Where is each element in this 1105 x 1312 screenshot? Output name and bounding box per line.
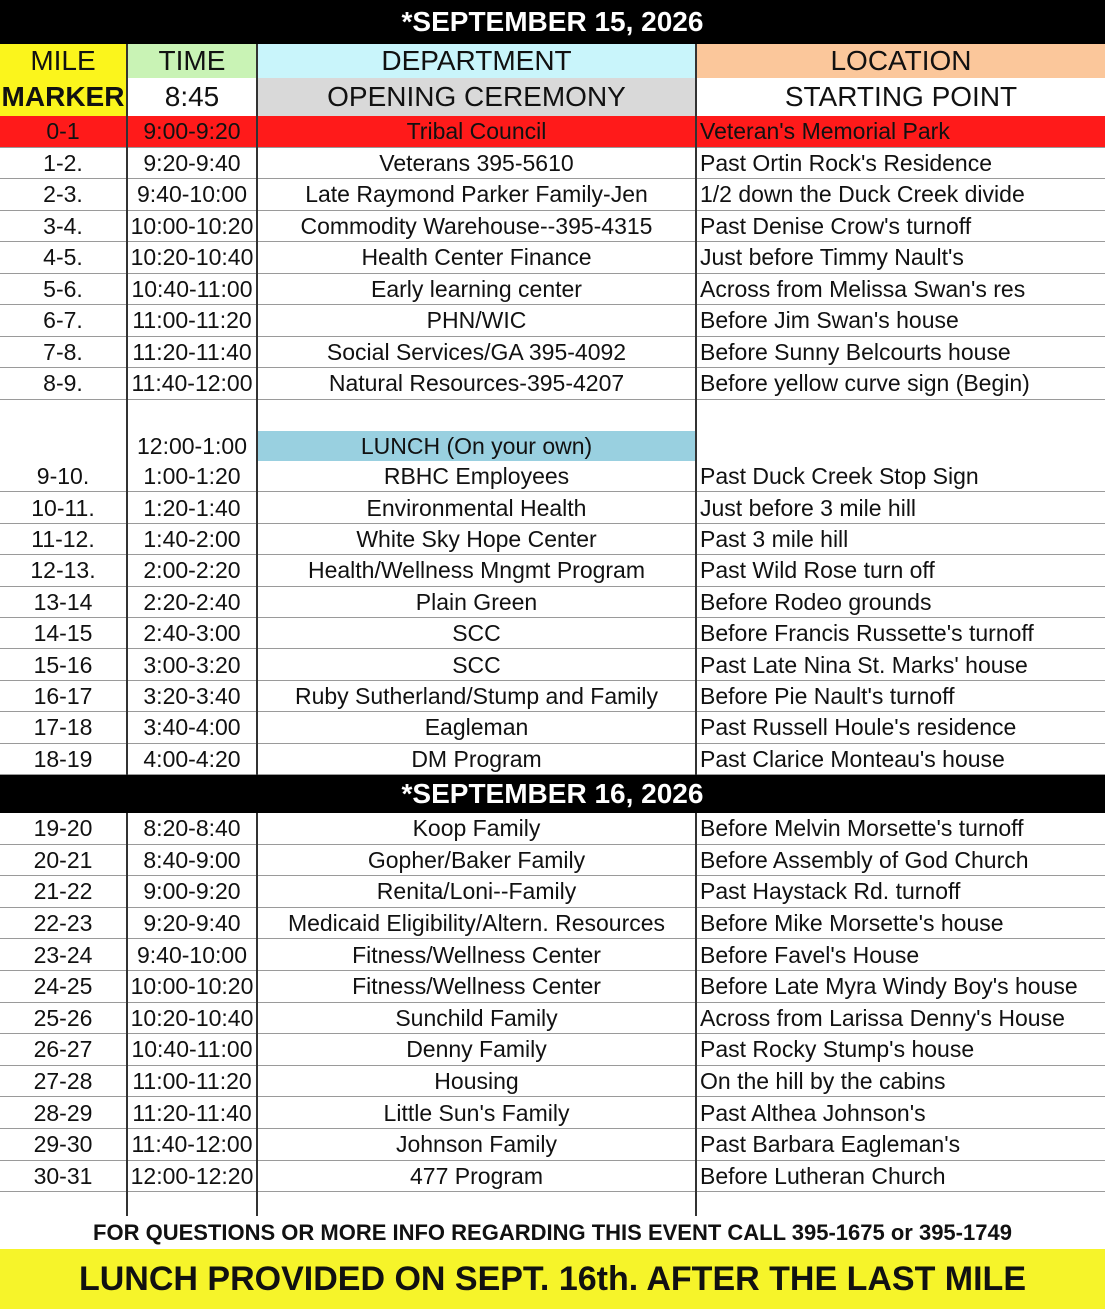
mile-cell: 16-17 (33, 682, 93, 709)
department-cell: DM Program (411, 745, 542, 772)
department-cell: Johnson Family (395, 1131, 558, 1158)
department-cell: Sunchild Family (395, 1004, 558, 1031)
department-cell: Ruby Sutherland/Stump and Family (294, 682, 659, 709)
location-cell: Before Assembly of God Church (700, 846, 1029, 873)
mile-cell: 9-10. (36, 463, 90, 490)
department-cell: Environmental Health (366, 494, 587, 521)
department-cell: Social Services/GA 395-4092 (326, 338, 627, 365)
table-row (0, 813, 1105, 845)
time-cell: 11:00-11:20 (132, 307, 252, 334)
time-cell: 10:40-11:00 (131, 275, 253, 302)
location-cell: On the hill by the cabins (700, 1068, 946, 1095)
location-cell: Across from Larissa Denny's House (700, 1004, 1065, 1031)
department-cell: Fitness/Wellness Center (352, 973, 601, 1000)
table-row (0, 337, 1105, 369)
mile-cell: 23-24 (33, 941, 93, 968)
location-cell: Past Denise Crow's turnoff (700, 212, 972, 239)
time-cell: 10:20-10:40 (130, 244, 254, 271)
table-row (0, 1034, 1105, 1066)
opening-row (0, 78, 1105, 116)
table-row (0, 845, 1105, 877)
mile-cell: 8-9. (43, 370, 83, 397)
time-cell: 9:20-9:40 (143, 910, 241, 937)
mile-cell: 29-30 (33, 1131, 93, 1158)
department-header: DEPARTMENT (258, 44, 695, 78)
row-divider (0, 399, 1105, 400)
time-cell: 10:00-10:20 (130, 973, 254, 1000)
mile-cell: 12-13. (30, 557, 96, 584)
day1-banner: *SEPTEMBER 15, 2026 (0, 0, 1105, 44)
location-cell: Past Ortin Rock's Residence (700, 149, 993, 176)
department-cell: Eagleman (424, 714, 529, 741)
mile-header: MILE (0, 44, 126, 78)
location-cell: Across from Melissa Swan's res (700, 275, 1026, 302)
lunch-label: LUNCH (On your own) (258, 431, 695, 461)
time-cell: 11:20-11:40 (132, 1099, 252, 1126)
department-cell: Housing (434, 1068, 519, 1095)
time-cell: 3:20-3:40 (143, 682, 241, 709)
table-row (0, 587, 1105, 618)
location-cell: Veteran's Memorial Park (700, 118, 950, 145)
table-row (0, 242, 1105, 274)
mile-cell: 26-27 (33, 1036, 93, 1063)
marker-label: MARKER (0, 78, 126, 116)
column-divider (256, 44, 258, 775)
table-row (0, 1097, 1105, 1129)
mile-cell: 17-18 (33, 714, 93, 741)
table-row (0, 305, 1105, 337)
location-cell: Past Clarice Monteau's house (700, 745, 1005, 772)
lunch-row (0, 431, 1105, 461)
day2-banner: *SEPTEMBER 16, 2026 (0, 775, 1105, 813)
table-row (0, 461, 1105, 492)
table-row (0, 211, 1105, 243)
time-cell: 11:20-11:40 (132, 338, 252, 365)
location-cell: Just before Timmy Nault's (700, 244, 964, 271)
department-cell: Veterans 395-5610 (379, 149, 574, 176)
location-cell: Past Rocky Stump's house (700, 1036, 975, 1063)
department-cell: Late Raymond Parker Family-Jen (305, 181, 648, 208)
department-cell: Denny Family (406, 1036, 547, 1063)
location-cell: Past Wild Rose turn off (700, 557, 935, 584)
table-row (0, 116, 1105, 148)
time-cell: 3:40-4:00 (143, 714, 241, 741)
location-cell: Before Rodeo grounds (700, 588, 932, 615)
table-row (0, 618, 1105, 649)
location-cell: 1/2 down the Duck Creek divide (700, 181, 1025, 208)
table-row (0, 1161, 1105, 1193)
department-cell: White Sky Hope Center (356, 525, 597, 552)
location-cell: Before yellow curve sign (Begin) (700, 370, 1030, 397)
time-header: TIME (128, 44, 256, 78)
mile-cell: 7-8. (43, 338, 83, 365)
table-row (0, 555, 1105, 586)
column-divider (695, 813, 697, 1216)
department-cell: Little Sun's Family (383, 1099, 570, 1126)
time-cell: 10:00-10:20 (130, 212, 254, 239)
time-cell: 2:00-2:20 (143, 557, 241, 584)
department-cell: Medicaid Eligibility/Altern. Resources (287, 910, 666, 937)
location-cell: Past Duck Creek Stop Sign (700, 463, 979, 490)
mile-cell: 11-12. (31, 525, 95, 552)
department-cell: Tribal Council (406, 118, 547, 145)
lunch-time: 12:00-1:00 (137, 432, 247, 459)
table-row (0, 744, 1105, 775)
table-row (0, 368, 1105, 400)
footer-info: FOR QUESTIONS OR MORE INFO REGARDING THIS EVENT CALL 395-1675 or 395-1749 (93, 1220, 1012, 1245)
time-cell: 1:20-1:40 (143, 494, 241, 521)
department-cell: SCC (452, 620, 501, 647)
department-cell: Renita/Loni--Family (376, 878, 577, 905)
time-cell: 8:40-9:00 (143, 846, 241, 873)
time-cell: 9:00-9:20 (143, 878, 241, 905)
location-cell: Past 3 mile hill (700, 525, 849, 552)
time-cell: 10:40-11:00 (131, 1036, 253, 1063)
time-cell: 11:40-12:00 (131, 370, 253, 397)
mile-cell: 6-7. (43, 307, 83, 334)
mile-cell: 15-16 (33, 651, 93, 678)
location-cell: Before Melvin Morsette's turnoff (700, 815, 1024, 842)
department-cell: Koop Family (412, 815, 541, 842)
department-cell: Fitness/Wellness Center (352, 941, 601, 968)
mile-cell: 27-28 (33, 1068, 93, 1095)
time-cell: 2:20-2:40 (143, 588, 241, 615)
time-cell: 11:40-12:00 (131, 1131, 253, 1158)
location-cell: Before Favel's House (700, 941, 920, 968)
table-row (0, 971, 1105, 1003)
location-cell: Past Haystack Rd. turnoff (700, 878, 961, 905)
department-cell: Gopher/Baker Family (367, 846, 586, 873)
time-cell: 3:00-3:20 (143, 651, 241, 678)
table-row (0, 1129, 1105, 1161)
mile-cell: 4-5. (43, 244, 83, 271)
time-cell: 12:00-12:20 (130, 1162, 254, 1189)
table-row (0, 649, 1105, 680)
column-divider (256, 813, 258, 1216)
column-divider (126, 813, 128, 1216)
location-cell: Before Francis Russette's turnoff (700, 620, 1034, 647)
department-cell: Early learning center (371, 275, 582, 302)
mile-cell: 28-29 (33, 1099, 93, 1126)
location-cell: Past Russell Houle's residence (700, 714, 1017, 741)
location-cell: Before Pie Nault's turnoff (700, 682, 955, 709)
starting-point: STARTING POINT (784, 81, 1018, 112)
table-row (0, 939, 1105, 971)
mile-cell: 13-14 (33, 588, 93, 615)
time-cell: 9:40-10:00 (137, 181, 247, 208)
location-cell: Before Jim Swan's house (700, 307, 959, 334)
table-row (0, 712, 1105, 743)
department-cell: Health Center Finance (361, 244, 592, 271)
location-cell: Past Barbara Eagleman's (700, 1131, 961, 1158)
location-cell: Before Mike Morsette's house (700, 910, 1004, 937)
mile-cell: 30-31 (33, 1162, 93, 1189)
table-row (0, 492, 1105, 523)
table-row (0, 179, 1105, 211)
time-cell: 1:40-2:00 (143, 525, 241, 552)
location-cell: Before Lutheran Church (700, 1162, 946, 1189)
time-cell: 8:20-8:40 (143, 815, 241, 842)
location-cell: Just before 3 mile hill (700, 494, 917, 521)
table-row (0, 876, 1105, 908)
mile-cell: 5-6. (43, 275, 83, 302)
mile-cell: 25-26 (33, 1004, 93, 1031)
table-row (0, 274, 1105, 306)
opening-time: 8:45 (164, 81, 220, 112)
location-cell: Before Late Myra Windy Boy's house (700, 973, 1078, 1000)
column-divider (126, 44, 128, 775)
table-row (0, 524, 1105, 555)
column-header-row (0, 44, 1105, 78)
table-row (0, 1003, 1105, 1035)
location-header: LOCATION (697, 44, 1105, 78)
lunch-notice: LUNCH PROVIDED ON SEPT. 16th. AFTER THE LAST MILE (0, 1249, 1105, 1309)
department-cell: Plain Green (415, 588, 538, 615)
time-cell: 1:00-1:20 (143, 463, 241, 490)
time-cell: 9:40-10:00 (137, 941, 247, 968)
table-row (0, 681, 1105, 712)
department-cell: 477 Program (410, 1162, 543, 1189)
mile-cell: 14-15 (33, 620, 93, 647)
table-row (0, 908, 1105, 940)
mile-cell: 0-1 (46, 118, 80, 145)
mile-cell: 19-20 (33, 815, 93, 842)
time-cell: 2:40-3:00 (143, 620, 241, 647)
department-cell: Natural Resources-395-4207 (328, 370, 625, 397)
mile-cell: 20-21 (33, 846, 93, 873)
department-cell: Health/Wellness Mngmt Program (307, 557, 646, 584)
time-cell: 4:00-4:20 (143, 745, 241, 772)
mile-cell: 21-22 (33, 878, 93, 905)
location-cell: Past Late Nina St. Marks' house (700, 651, 1028, 678)
mile-cell: 24-25 (33, 973, 93, 1000)
department-cell: SCC (452, 651, 501, 678)
department-cell: PHN/WIC (426, 307, 527, 334)
mile-cell: 2-3. (43, 181, 83, 208)
department-cell: Commodity Warehouse--395-4315 (300, 212, 653, 239)
column-divider (695, 44, 697, 775)
row-divider (0, 1191, 1105, 1192)
location-cell: Past Althea Johnson's (700, 1099, 926, 1126)
time-cell: 10:20-10:40 (130, 1004, 254, 1031)
department-cell: RBHC Employees (383, 463, 570, 490)
table-row (0, 148, 1105, 180)
time-cell: 9:20-9:40 (143, 149, 241, 176)
table-row (0, 1066, 1105, 1098)
mile-cell: 1-2. (43, 149, 83, 176)
mile-cell: 3-4. (43, 212, 83, 239)
mile-cell: 18-19 (33, 745, 93, 772)
mile-cell: 22-23 (33, 910, 93, 937)
location-cell: Before Sunny Belcourts house (700, 338, 1011, 365)
opening-ceremony: OPENING CEREMONY (258, 78, 695, 116)
time-cell: 11:00-11:20 (132, 1068, 252, 1095)
time-cell: 9:00-9:20 (143, 118, 241, 145)
mile-cell: 10-11. (31, 494, 95, 521)
